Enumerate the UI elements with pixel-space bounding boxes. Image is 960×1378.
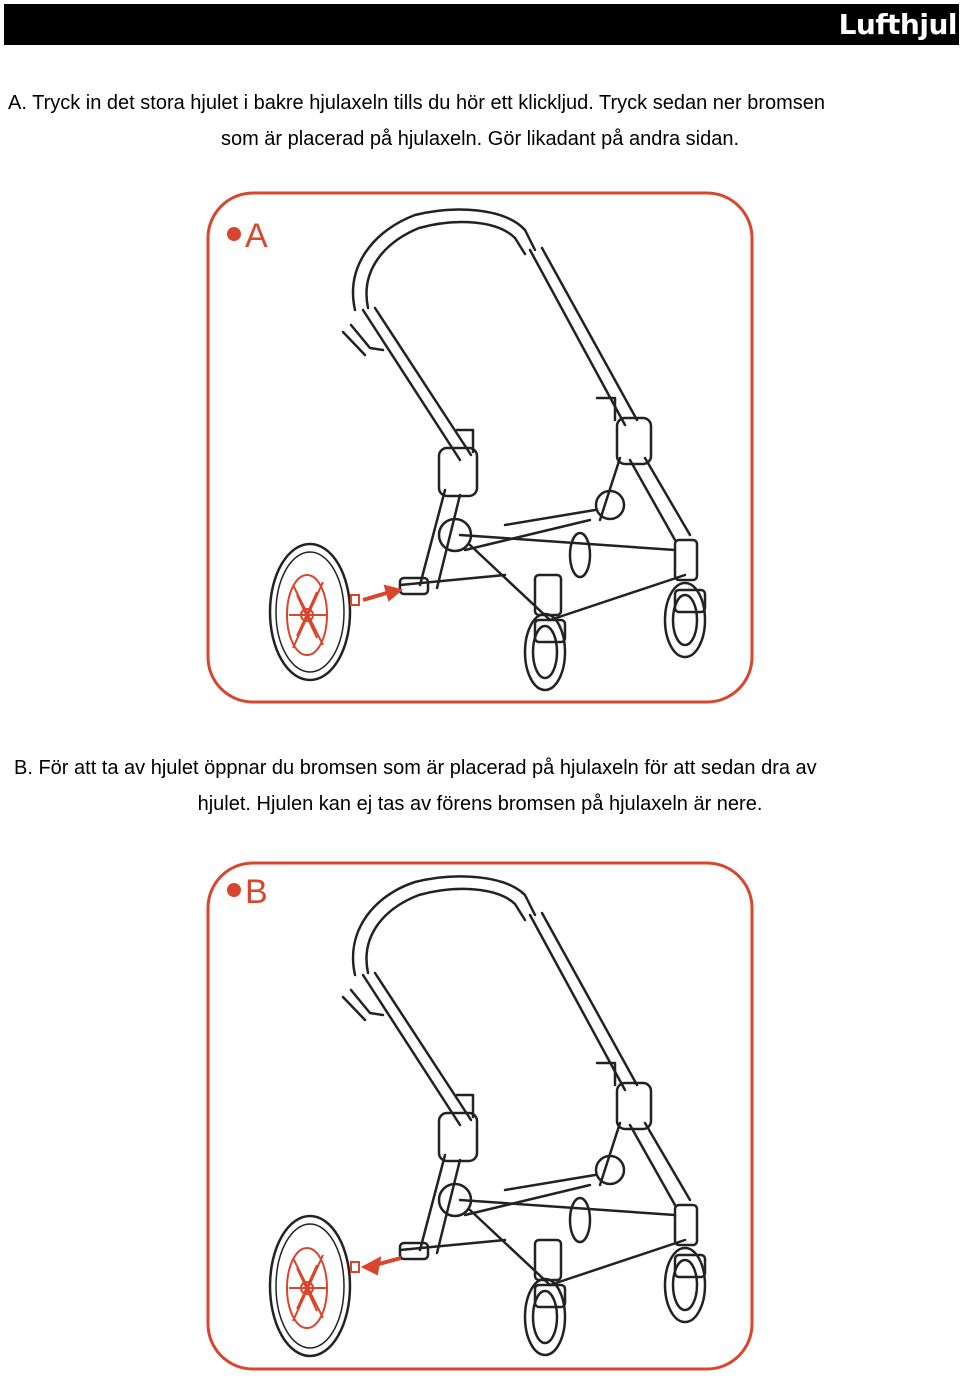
- instruction-a: [0, 85, 960, 157]
- instruction-b-line-1: B. För att ta av hjulet öppnar du bromsen som är placerad på hjulaxeln för att sedan dra av: [14, 757, 817, 779]
- insert-arrow-a: [351, 586, 401, 605]
- figure-a-stroller-illustration: [205, 190, 755, 705]
- figure-b-frame: [208, 863, 752, 1369]
- instruction-b-line-2: hjulet. Hjulen kan ej tas av förens bromsen på hjulaxeln är nere.: [197, 793, 763, 815]
- stroller-frame-a: [343, 210, 705, 690]
- stroller-frame-b: [343, 876, 705, 1355]
- title-bar: [4, 4, 959, 45]
- instruction-a-line-1: A. Tryck in det stora hjulet i bakre hjulaxeln tills du hör ett klickljud. Tryck sedan ner bromsen: [8, 92, 826, 114]
- figure-b-stroller-illustration: [205, 860, 755, 1372]
- rear-wheel-b: [270, 1216, 350, 1356]
- page-title: Lufthjul: [838, 8, 957, 41]
- figure-a-frame: [208, 193, 752, 702]
- instruction-a-line-2: som är placerad på hjulaxeln. Gör likadant på andra sidan.: [220, 128, 740, 150]
- figure-a-label: A: [245, 217, 268, 255]
- figure-b-label: B: [245, 873, 268, 911]
- figure-b-bullet: [227, 883, 241, 897]
- figure-a-bullet: [227, 227, 241, 241]
- remove-arrow-b: [351, 1258, 401, 1274]
- rear-wheel-a: [270, 544, 350, 680]
- instruction-b: [0, 750, 960, 822]
